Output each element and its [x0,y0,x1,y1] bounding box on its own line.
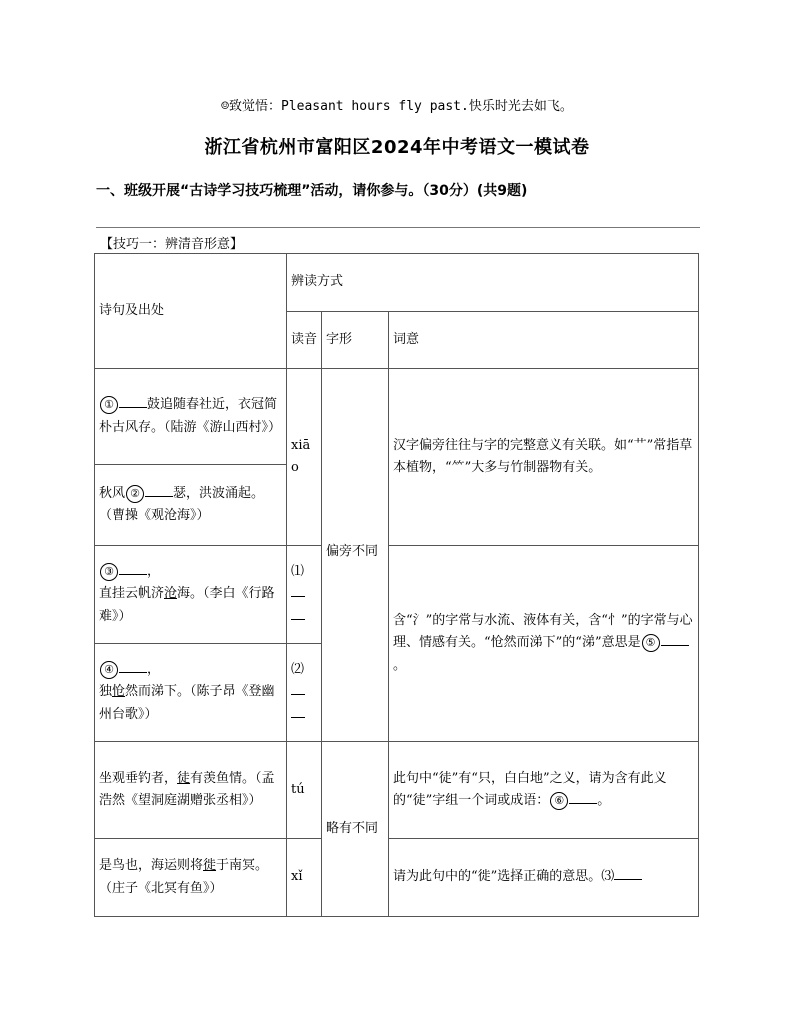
header-method: 辨读方式 [287,254,699,312]
meaning-34-text: 含“氵”的字常与水流、液体有关，含“忄”的字常与心理、情感有关。“怆然而涕下”的“涕”意思是 [393,613,693,651]
meaning-34-end: 。 [393,657,407,673]
pron-1-cell [287,546,322,644]
row6-text-pre: 是鸟也，海运则将 [99,858,204,874]
row4-text-post: 然而涕下。（陈子昂《登幽州台歌》） [99,684,275,722]
row3-text-pre: 直挂云帆济 [99,586,165,602]
pron-tu: tú [287,742,322,839]
pron-1-blank[interactable] [291,584,305,597]
row3-text-post: 海。（李白《行路难》） [99,586,275,624]
meaning-tu [389,742,699,839]
q4-marker: ④ [100,661,118,679]
skill-label: 【技巧一：辨清音形意】 [100,237,244,252]
row2-text: 瑟，洪波涌起。（曹操《观沧海》） [99,485,265,523]
section-heading: 一、班级开展“古诗学习技巧梳理”活动，请你参与。（30分）(共9题) [96,183,528,199]
q1-marker: ① [100,396,118,414]
q4-blank[interactable] [119,660,147,673]
form-slight-diff: 略有不同 [322,742,389,917]
row2-pre: 秋风 [99,485,126,501]
q6-marker: ⑥ [550,792,568,810]
q3-answer-blank[interactable] [614,867,642,880]
row4-source [95,644,287,742]
header-meaning: 词意 [389,312,699,369]
meaning-radicals: 汉字偏旁往往与字的完整意义有关联。如“艹”常指草本植物，“⺮”大多与竹制器物有关。 [389,369,699,546]
divider-line [96,227,700,228]
row6-text-post: 于南冥。（庄子《北冥有鱼》） [99,858,269,896]
header-form: 字形 [322,312,389,369]
pron-xi: xǐ [287,839,322,917]
pron-2-marker: ⑵ [291,662,305,678]
exam-title: 浙江省杭州市富阳区2024年中考语文一模试卷 [204,137,590,158]
row3-key-char: 沧 [164,586,178,602]
pron-2-cell [287,644,322,742]
q5-blank[interactable] [661,633,689,646]
row1-text: 鼓追随春社近，衣冠简朴古风存。（陆游《游山西村》） [99,397,282,435]
pron-xiao: xiāo [287,369,322,546]
meaning-6-text: 请为此句中的“徙”选择正确的意思。⑶ [393,869,615,885]
row4-text-pre: 独 [99,684,113,700]
form-radical-diff: 偏旁不同 [322,369,389,742]
header-source: 诗句及出处 [95,254,287,369]
row5-text-post: 有羡鱼情。（孟浩然《望洞庭湖赠张丞相》） [99,770,275,808]
meaning-water-heart [389,546,699,742]
pron-2-blank-cont[interactable] [291,705,305,718]
row1-source [95,369,287,465]
poem-analysis-table [94,253,699,917]
pron-1-marker: ⑴ [291,564,305,580]
row4-comma: ， [147,662,161,678]
q2-marker: ② [126,485,144,503]
meaning-5-end: 。 [597,793,611,808]
q3-marker: ③ [100,563,118,581]
row4-key-char: 怆 [112,684,126,700]
pron-1-blank-cont[interactable] [291,607,305,620]
row6-key-char: 徙 [203,858,217,874]
q1-blank[interactable] [119,395,147,408]
row5-text-pre: 坐观垂钓者， [99,770,178,786]
header-pronunciation: 读音 [287,312,322,369]
q3-blank[interactable] [119,562,147,575]
meaning-xi [389,839,699,917]
pron-2-blank[interactable] [291,682,305,695]
row3-comma: ， [147,564,161,580]
row3-source [95,546,287,644]
row5-source [95,742,287,839]
meaning-5-text: 此句中“徒”有“只，白白地”之义，请为含有此义的“徒”字组一个词或成语： [393,770,667,808]
row5-key-char: 徒 [177,770,191,786]
row2-source [95,465,287,546]
q2-blank[interactable] [145,484,173,497]
q6-blank[interactable] [569,791,597,804]
motto-line: ☺致觉悟：Pleasant hours fly past.快乐时光去如飞。 [221,99,573,114]
row6-source [95,839,287,917]
q5-marker: ⑤ [642,634,660,652]
